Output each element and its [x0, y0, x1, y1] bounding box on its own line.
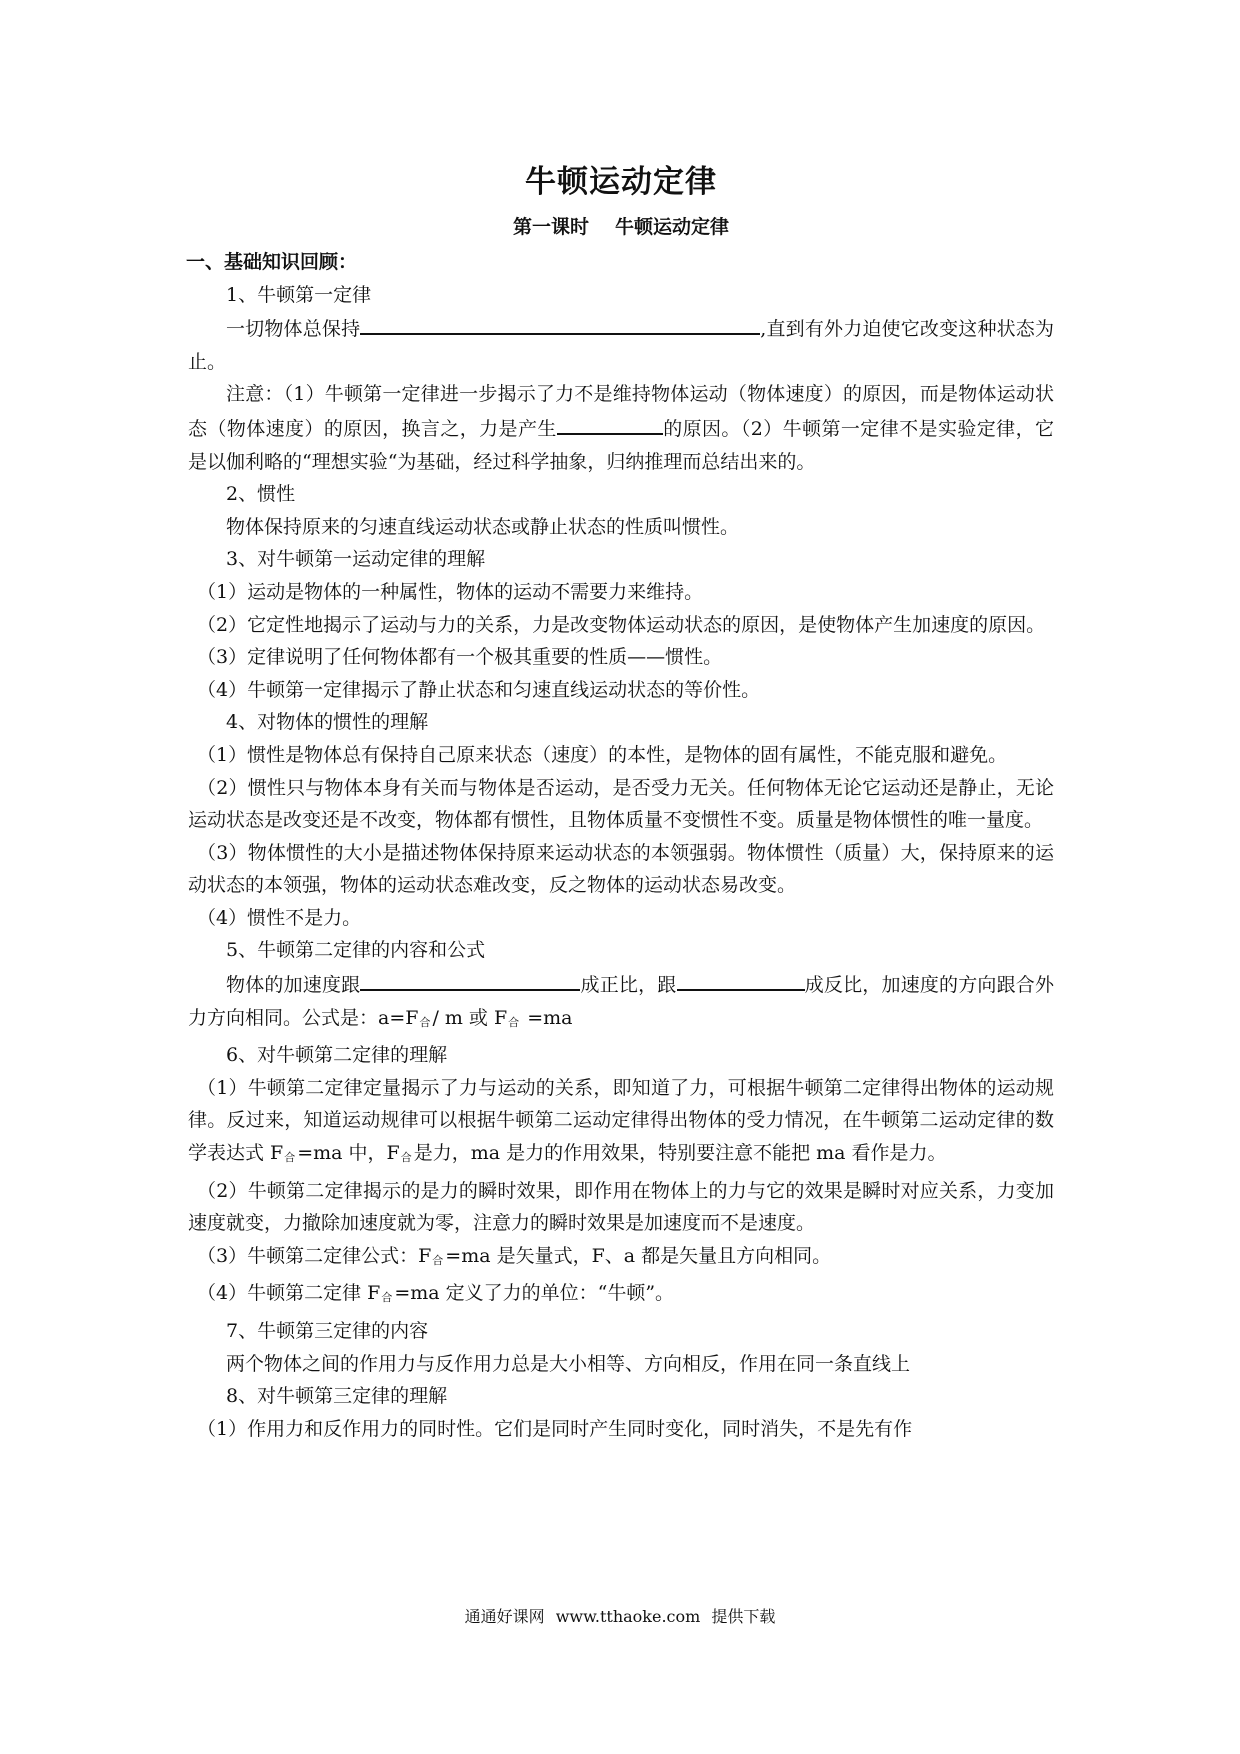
- list-item: （1）运动是物体的一种属性，物体的运动不需要力来维持。: [197, 580, 704, 603]
- subtitle-part-2: 牛顿运动定律: [615, 216, 730, 238]
- page-footer: [0, 1604, 1240, 1627]
- list-item: （4）惯性不是力。: [197, 906, 362, 929]
- item-heading-5: 5、牛顿第二定律的内容和公式: [226, 939, 486, 962]
- item-heading-6: 6、对牛顿第二定律的理解: [226, 1044, 448, 1067]
- paragraph-inertia: 物体保持原来的匀速直线运动状态或静止状态的性质叫惯性。: [226, 515, 740, 538]
- page-subtitle: [188, 208, 1054, 246]
- item-heading-3: 3、对牛顿第一运动定律的理解: [226, 548, 486, 571]
- item-heading-8: 8、对牛顿第三定律的理解: [226, 1385, 448, 1408]
- document-body: [188, 160, 1054, 1445]
- list-item: （4）牛顿第一定律揭示了静止状态和匀速直线运动状态的等价性。: [197, 678, 761, 701]
- footer-site-name: 通通好课网: [464, 1607, 545, 1626]
- item-heading-4: 4、对物体的惯性的理解: [226, 711, 429, 734]
- item-heading-1: 1、牛顿第一定律: [226, 283, 372, 306]
- footer-note: 提供下载: [711, 1607, 776, 1626]
- list-item: （3）物体惯性的大小是描述物体保持原来运动状态的本领强弱。物体惯性（质量）大，保持原来的运动状态的本领强，物体的运动状态难改变，反之物体的运动状态易改变。: [188, 841, 1054, 897]
- list-item: （2）它定性地揭示了运动与力的关系，力是改变物体运动状态的原因，是使物体产生加速度的原因。: [197, 613, 1046, 636]
- paragraph-note: 注意：（1）牛顿第一定律进一步揭示了力不是维持物体运动（物体速度）的原因，而是物体运动状态（物体速度）的原因，换言之，力是产生 的原因。（2）牛顿第一定律不是实验定律，它是以伽利略的“理想实验“为基础，经过科学抽象，归纳推理而总结出来的。: [188, 383, 1054, 473]
- paragraph-first-law: 一切物体总保持 ,直到有外力迫使它改变这种状态为止。: [188, 311, 1054, 378]
- fill-blank-3: [360, 967, 580, 991]
- list-item: （1）作用力和反作用力的同时性。它们是同时产生同时变化，同时消失，不是先有作: [197, 1417, 913, 1440]
- item-heading-2: 2、惯性: [226, 483, 296, 506]
- subtitle-part-1: 第一课时: [512, 216, 589, 238]
- section-heading: 一、基础知识回顾：: [186, 251, 358, 273]
- fill-blank-1: [360, 311, 760, 335]
- paragraph-third-law: 两个物体之间的作用力与反作用力总是大小相等、方向相反，作用在同一条直线上: [226, 1352, 911, 1375]
- paragraph-second-law: 物体的加速度跟 成正比，跟 成反比，加速度的方向跟合外力方向相同。公式是：a=F合 / m 或 F合 =ma: [188, 967, 1054, 1039]
- list-item: （1）惯性是物体总有保持自己原来状态（速度）的本性，是物体的固有属性，不能克服和避免。: [197, 743, 1008, 766]
- fill-blank-4: [677, 967, 805, 991]
- list-item: （3）牛顿第二定律公式：F合 =ma 是矢量式，F、a 都是矢量且方向相同。: [197, 1244, 832, 1267]
- item-heading-7: 7、牛顿第三定律的内容: [226, 1320, 429, 1342]
- list-item: （2）牛顿第二定律揭示的是力的瞬时效果，即作用在物体上的力与它的效果是瞬时对应关系，力变加速度就变，力撤除加速度就为零，注意力的瞬时效果是加速度而不是速度。: [188, 1179, 1054, 1235]
- fill-blank-2: [557, 411, 663, 435]
- footer-url: www.tthaoke.com: [555, 1607, 701, 1626]
- page-title: 牛顿运动定律: [525, 164, 717, 200]
- list-item: （4）牛顿第二定律 F合 =ma 定义了力的单位：“牛顿”。: [197, 1282, 675, 1305]
- list-item: （2）惯性只与物体本身有关而与物体是否运动，是否受力无关。任何物体无论它运动还是静止，无论运动状态是改变还是不改变，物体都有惯性，且物体质量不变惯性不变。质量是物体惯性的唯一量度。: [188, 776, 1054, 832]
- list-item: （3）定律说明了任何物体都有一个极其重要的性质——惯性。: [197, 646, 723, 669]
- list-item: （1）牛顿第二定律定量揭示了力与运动的关系，即知道了力，可根据牛顿第二定律得出物体的运动规律。反过来，知道运动规律可以根据牛顿第二运动定律得出物体的受力情况，在牛顿第二运动定律的数学表达式 F合 =ma 中，F合 是力，ma 是力的作用效果，特别要注意不能把 ma 看作是力。: [188, 1076, 1054, 1165]
